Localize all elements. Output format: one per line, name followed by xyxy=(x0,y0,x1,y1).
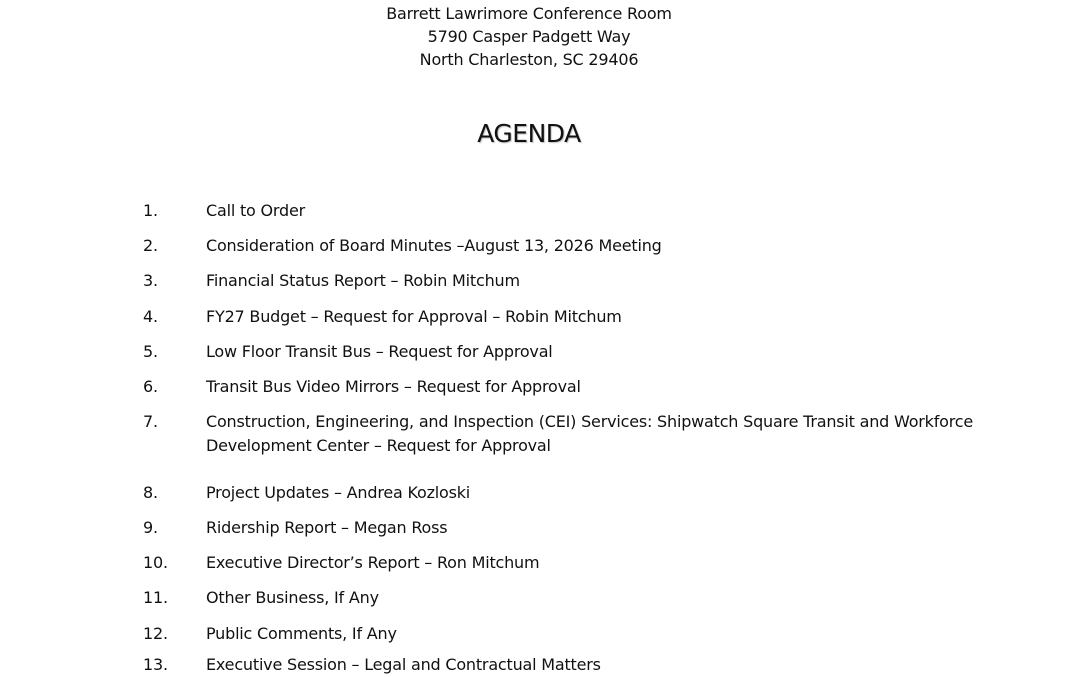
agenda-item-text: Construction, Engineering, and Inspection (CEI) Services: Shipwatch Square Transit and Workforce Development Center – Request for Approval xyxy=(206,412,974,455)
agenda-item-number: 6. xyxy=(143,377,158,396)
city-state-zip: North Charleston, SC 29406 xyxy=(419,50,639,69)
agenda-title: AGENDA xyxy=(477,119,581,148)
agenda-item-number: 3. xyxy=(143,271,158,290)
agenda-item-text: FY27 Budget – Request for Approval – Robin Mitchum xyxy=(206,307,622,326)
agenda-item-number: 7. xyxy=(143,412,158,431)
agenda-item-text: Low Floor Transit Bus – Request for Approval xyxy=(206,342,553,361)
street-address: 5790 Casper Padgett Way xyxy=(427,27,631,46)
agenda-item-text: Transit Bus Video Mirrors – Request for Approval xyxy=(206,377,581,396)
agenda-item-text: Executive Session – Legal and Contractual Matters xyxy=(206,655,601,674)
agenda-item-text: Other Business, If Any xyxy=(206,588,379,607)
agenda-item-number: 12. xyxy=(143,624,168,643)
agenda-item-text: Project Updates – Andrea Kozloski xyxy=(206,483,471,502)
agenda-item-number: 9. xyxy=(143,518,158,537)
agenda-item-text: Executive Director’s Report – Ron Mitchum xyxy=(206,553,540,572)
agenda-item-text: Financial Status Report – Robin Mitchum xyxy=(206,271,520,290)
agenda-item-text: Public Comments, If Any xyxy=(206,624,397,643)
agenda-item-number: 13. xyxy=(143,655,168,674)
agenda-item-number: 10. xyxy=(143,553,168,572)
agenda-item-number: 5. xyxy=(143,342,158,361)
agenda-item-number: 11. xyxy=(143,588,168,607)
agenda-item-text: Ridership Report – Megan Ross xyxy=(206,518,448,537)
agenda-item-text: Call to Order xyxy=(206,201,305,220)
agenda-item-number: 1. xyxy=(143,201,158,220)
agenda-item-number: 8. xyxy=(143,483,158,502)
agenda-item-number: 2. xyxy=(143,236,158,255)
agenda-item-text: Consideration of Board Minutes –August 13, 2026 Meeting xyxy=(206,236,662,255)
location-name: Barrett Lawrimore Conference Room xyxy=(386,4,672,23)
agenda-item-number: 4. xyxy=(143,307,158,326)
